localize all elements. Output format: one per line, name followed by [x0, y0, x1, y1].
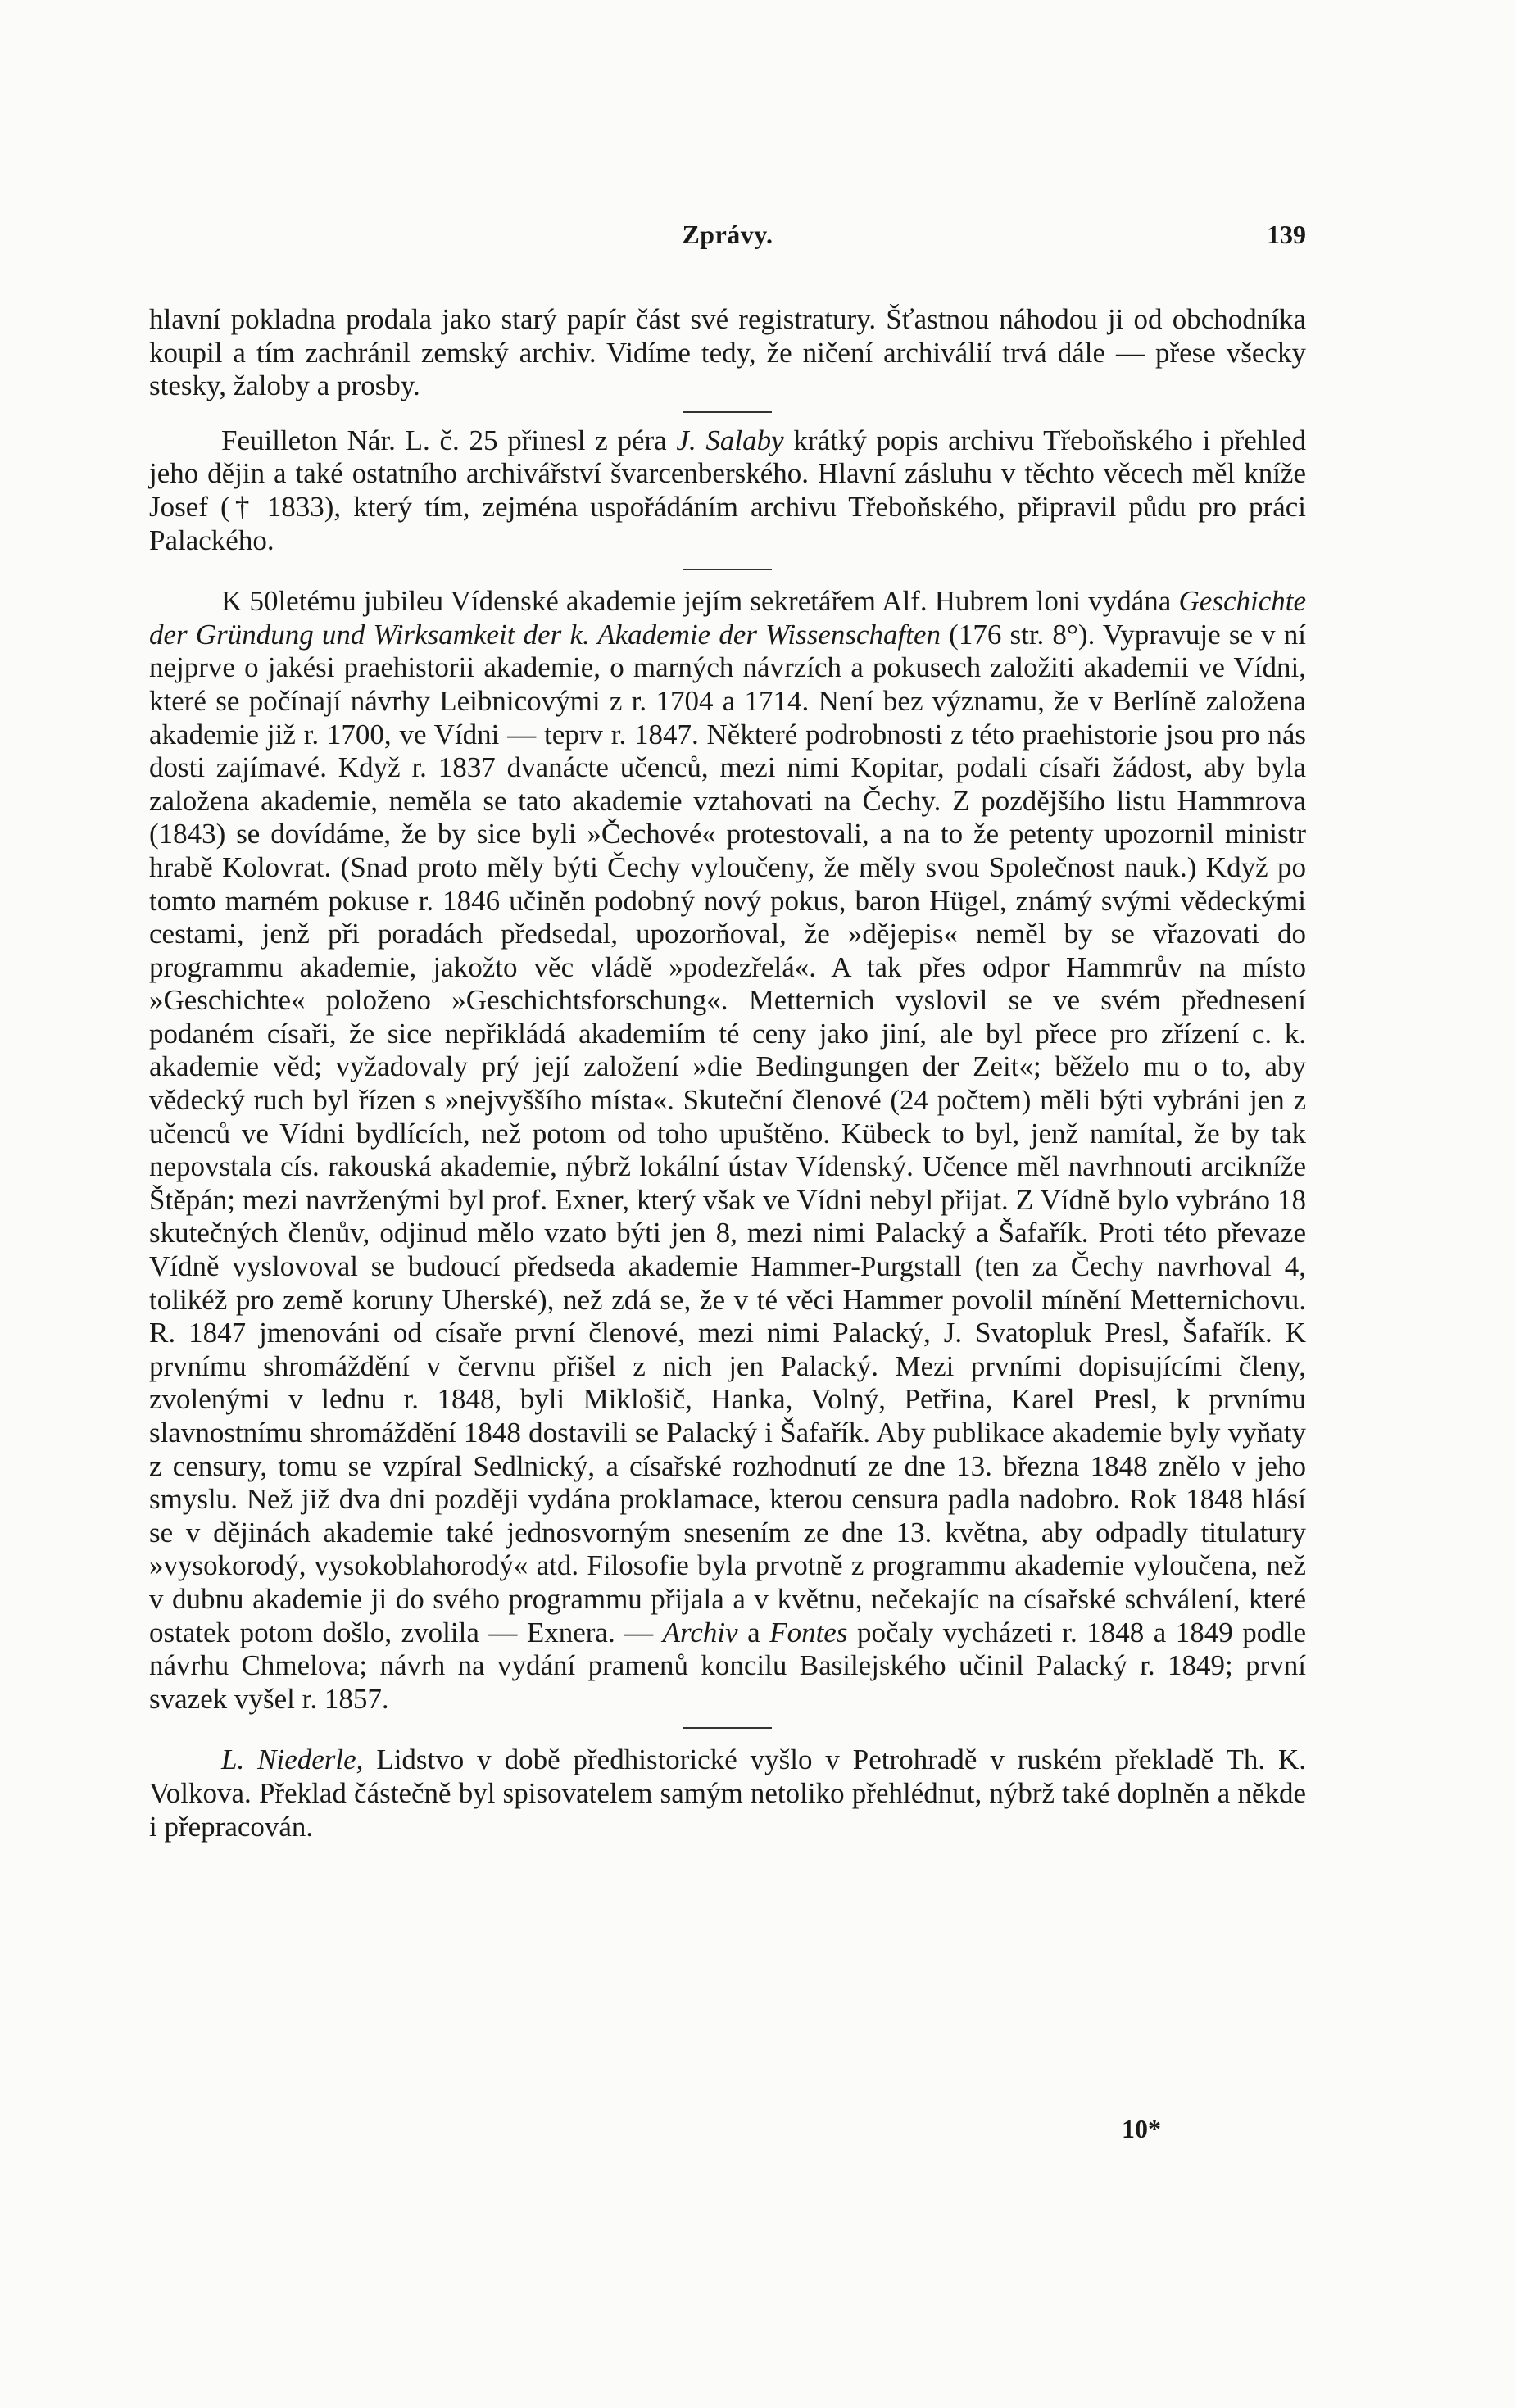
paragraph-lead: K 50letému jubileu Vídenské akademie jejím sekretářem Alf. Hubrem loni vydána: [221, 585, 1179, 618]
paragraph-academy-jubilee: [149, 585, 1306, 1716]
paragraph-text: hlavní pokladna prodala jako starý papír část své registratury. Šťastnou náhodou ji od obchodníka koupil a tím zachránil zemský archiv. Vidíme tedy, že ničení archiválií trvá dále — přese všecky stesky, žaloby a prosby.: [149, 303, 1306, 402]
paragraph-text: krátký popis archivu Třeboňského i přehled jeho dějin a také ostatního archivářství švarcenberského. Hlavní zásluhu v těchto věcech měl kníže Josef († 1833), který tím, zejména uspořádáním archivu Třeboňského, připravil půdu pro práci Palackého.: [149, 424, 1306, 556]
section-title: Zprávy.: [682, 220, 773, 249]
author-name: J. Salaby: [676, 424, 784, 456]
paragraph-text: Lidstvo v době předhistorické vyšlo v Petrohradě v ruském překladě Th. K. Volkova. Překlad částečně byl spisovatelem samým netoliko přehlédnut, nýbrž také doplněn a někde i přepracován.: [149, 1744, 1307, 1843]
author-name: L. Niederle,: [221, 1744, 364, 1776]
section-divider: [683, 411, 772, 413]
page-number: 139: [1267, 220, 1306, 249]
signature-mark: 10*: [1122, 2114, 1161, 2143]
paragraph-niederle: [149, 1744, 1306, 1843]
paragraph-lead: Feuilleton Nár. L. č. 25 přinesl z péra: [221, 424, 677, 456]
paragraph-feuilleton: [149, 424, 1306, 557]
paragraph-text: (176 str. 8°). Vypravuje se v ní nejprve o jakési praehistorii akademie, o marných návrzích a pokusech založiti akademii ve Vídni, které se počínají návrhy Leibnicovými z r. 1704 a 1714. Není bez významu, že v Berlíně založena akademie již r. 1700, ve Vídni — teprv r. 1847. Některé podrobnosti z této praehistorie jsou pro nás dosti zajímavé. Když r. 1837 dvanácte učenců, mezi nimi Kopitar, podali císaři žádost, aby byla založena akademie, neměla se tato akademie vztahovati na Čechy. Z pozdějšího listu Hammrova (1843) se dovídáme, že by sice byli »Čechové« protestovali, a na to že petenty upozornil ministr hrabě Kolovrat. (Snad proto měly býti Čechy vyloučeny, že měly svou Společnost nauk.) Když po tomto marném pokuse r. 1846 učiněn podobný nový pokus, baron Hügel, známý svými vědeckými cestami, jenž při poradách předsedal, upozorňoval, že »dějepis« neměl by se vřazovati do programmu akademie, jakožto věc vládě »podezřelá«. A tak přes odpor Hammrův na místo »Geschichte« položeno »Geschichtsforschung«. Metternich vyslovil se ve svém přednesení podaném císaři, že sice nepřikládá akademiím té ceny jako jiní, ale byl přece pro zřízení c. k. akademie věd; vyžadovaly prý její založení »die Bedingungen der Zeit«; běželo mu o to, aby vědecký ruch byl řízen s »nejvyššího místa«. Skuteční členové (24 počtem) měli býti vybráni jen z učenců ve Vídni bydlících, než potom od toho upuštěno. Kübeck to byl, jenž namítal, že by tak nepovstala cís. rakouská akademie, nýbrž lokální ústav Vídenský. Učence měl navrhnouti arcikníže Štěpán; mezi navrženými byl prof. Exner, který však ve Vídni nebyl přijat. Z Vídně bylo vybráno 18 skutečných členův, odjinud mělo vzato býti jen 8, mezi nimi Palacký a Šafařík. Proti této převaze Vídně vyslovoval se budoucí předseda akademie Hammer-Purgstall (ten za Čechy navrhoval 4, tolikéž pro země koruny Uherské), než zdá se, že v té věci Hammer povolil mínění Metternichovu. R. 1847 jmenováni od císaře první členové, mezi nimi Palacký, J. Svatopluk Presl, Šafařík. K prvnímu shromáždění v červnu přišel z nich jen Palacký. Mezi prvními dopisujícími členy, zvolenými v lednu r. 1848, byli Miklošič, Hanka, Volný, Petřina, Karel Presl, k prvnímu slavnostnímu shromáždění 1848 dostavili se Palacký i Šafařík. Aby publikace akademie byly vyňaty z censury, tomu se vzpíral Sedlnický, a císařské rozhodnutí ze dne 13. března 1848 znělo v jeho smyslu. Než již dva dni později vydána proklamace, kterou censura padla nadobro. Rok 1848 hlásí se v dějinách akademie také jednosvorným snesením ze dne 13. května, aby odpadly titulatury »vysokorodý, vysokoblahorodý« atd. Filosofie byla prvotně z programmu akademie vyloučena, než v dubnu akademie ji do svého programmu přijala a v květnu, nečekajíc na císařské schválení, které ostatek potom došlo, zvolila — Exnera. —: [149, 618, 1306, 1648]
section-divider: [683, 569, 772, 570]
paragraph-joiner: a: [737, 1616, 770, 1648]
journal-title: Fontes: [769, 1616, 848, 1648]
article-body: [149, 303, 1306, 1843]
paragraph-tail: počaly vycházeti r. 1848 a 1849 podle návrhu Chmelova; návrh na vydání pramenů koncilu Basilejského učinil Palacký r. 1849; první svazek vyšel r. 1857.: [149, 1616, 1306, 1715]
page-header: [149, 220, 1306, 259]
section-divider: [683, 1727, 772, 1729]
book-title: Geschichte der Gründung und Wirksamkeit der k. Akademie der Wissenschaften: [149, 585, 1306, 651]
journal-title: Archiv: [662, 1616, 738, 1648]
paragraph-archive-sale: [149, 303, 1306, 403]
